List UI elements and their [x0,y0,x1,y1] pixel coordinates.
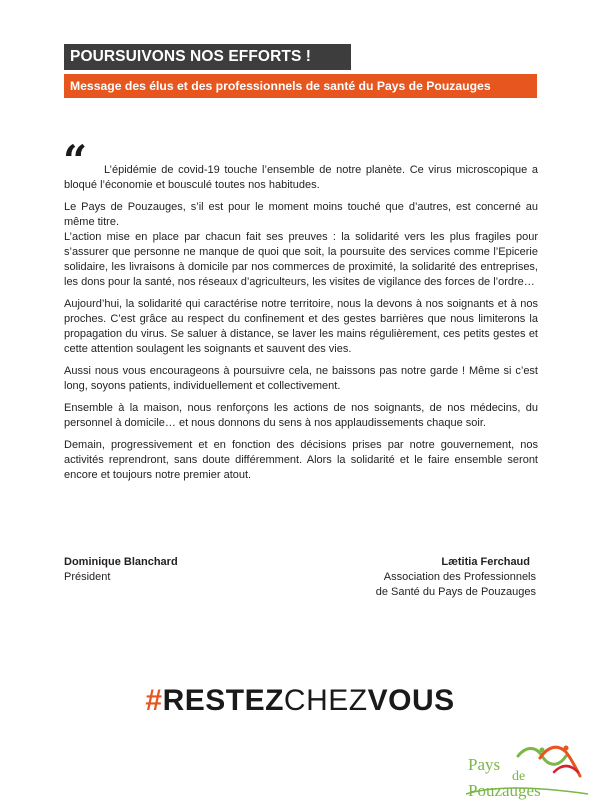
logo-text-line1: Pays [468,755,501,774]
signatory-role: Association des Professionnels [383,571,536,583]
logo-text-line3: Pouzauges [468,781,541,800]
signature-right [376,555,536,600]
paragraph: Demain, progressivement et en fonction des décisions prises par notre gouvernement, nos activités reprendront, sans doute différemment. Alors la solidarité et le faire ensemble seront encore et toujours notre premier atout. [64,439,538,481]
paragraph: Le Pays de Pouzauges, s’il est pour le moment moins touché que d’autres, est concerné au même titre. [64,201,538,228]
hashtag-part: VOUS [367,684,455,717]
pays-de-pouzauges-logo [462,742,592,800]
hashtag-part: RESTEZ [162,684,284,717]
hashtag-restez-chez-vous [0,683,600,719]
paragraph: Aujourd’hui, la solidarité qui caractérise notre territoire, nous la devons à nos soignants et à nos proches. C’est grâce au respect du confinement et des gestes barrières que nous limiterons la propagation du virus. Se saluer à distance, se laver les mains régulièrement, ces petits gestes et cette attention soulagent les soignants et sauvent des vies. [64,298,538,355]
signatory-name: Lætitia Ferchaud [441,556,530,568]
paragraph: Aussi nous vous encourageons à poursuivre cela, ne baissons pas notre garde ! Même si c’est long, soyons patients, individuellement et collectivement. [64,365,538,392]
logo-text-line2: de [512,769,526,784]
page-title: POURSUIVONS NOS EFFORTS ! [64,44,351,70]
signatory-role: de Santé du Pays de Pouzauges [375,586,536,598]
logo-dot-orange [564,746,569,751]
paragraph: Ensemble à la maison, nous renforçons les actions de nos soignants, de nos médecins, du personnel à domicile… et nous donnons du sens à nos applaudissements chaque soir. [64,402,538,429]
paragraph: L’action mise en place par chacun fait ses preuves : la solidarité vers les plus fragiles pour s’assurer que personne ne manque de quoi que soit, la poursuite des services comme l’Epicerie solidaire, les livraisons à domicile par nos commerces de proximité, la solidarité des entreprises, les dons pour la santé, nos réseaux d’agriculteurs, les visites de vigilance des forces de l’ordre… [64,231,538,288]
page-subtitle: Message des élus et des professionnels de santé du Pays de Pouzauges [64,74,537,98]
quote-mark-icon: “ [63,136,88,185]
logo-dot-green [540,748,545,753]
paragraph: L’épidémie de covid-19 touche l’ensemble de notre planète. Ce virus microscopique a bloqué l’économie et bousculé toutes nos habitudes. [64,164,538,191]
signatory-name: Dominique Blanchard [64,556,178,568]
signature-left [64,555,178,585]
message-body [64,163,538,490]
hashtag-part: CHEZ [283,684,368,717]
hashtag-symbol: # [145,684,163,717]
signatory-role: Président [64,571,111,583]
